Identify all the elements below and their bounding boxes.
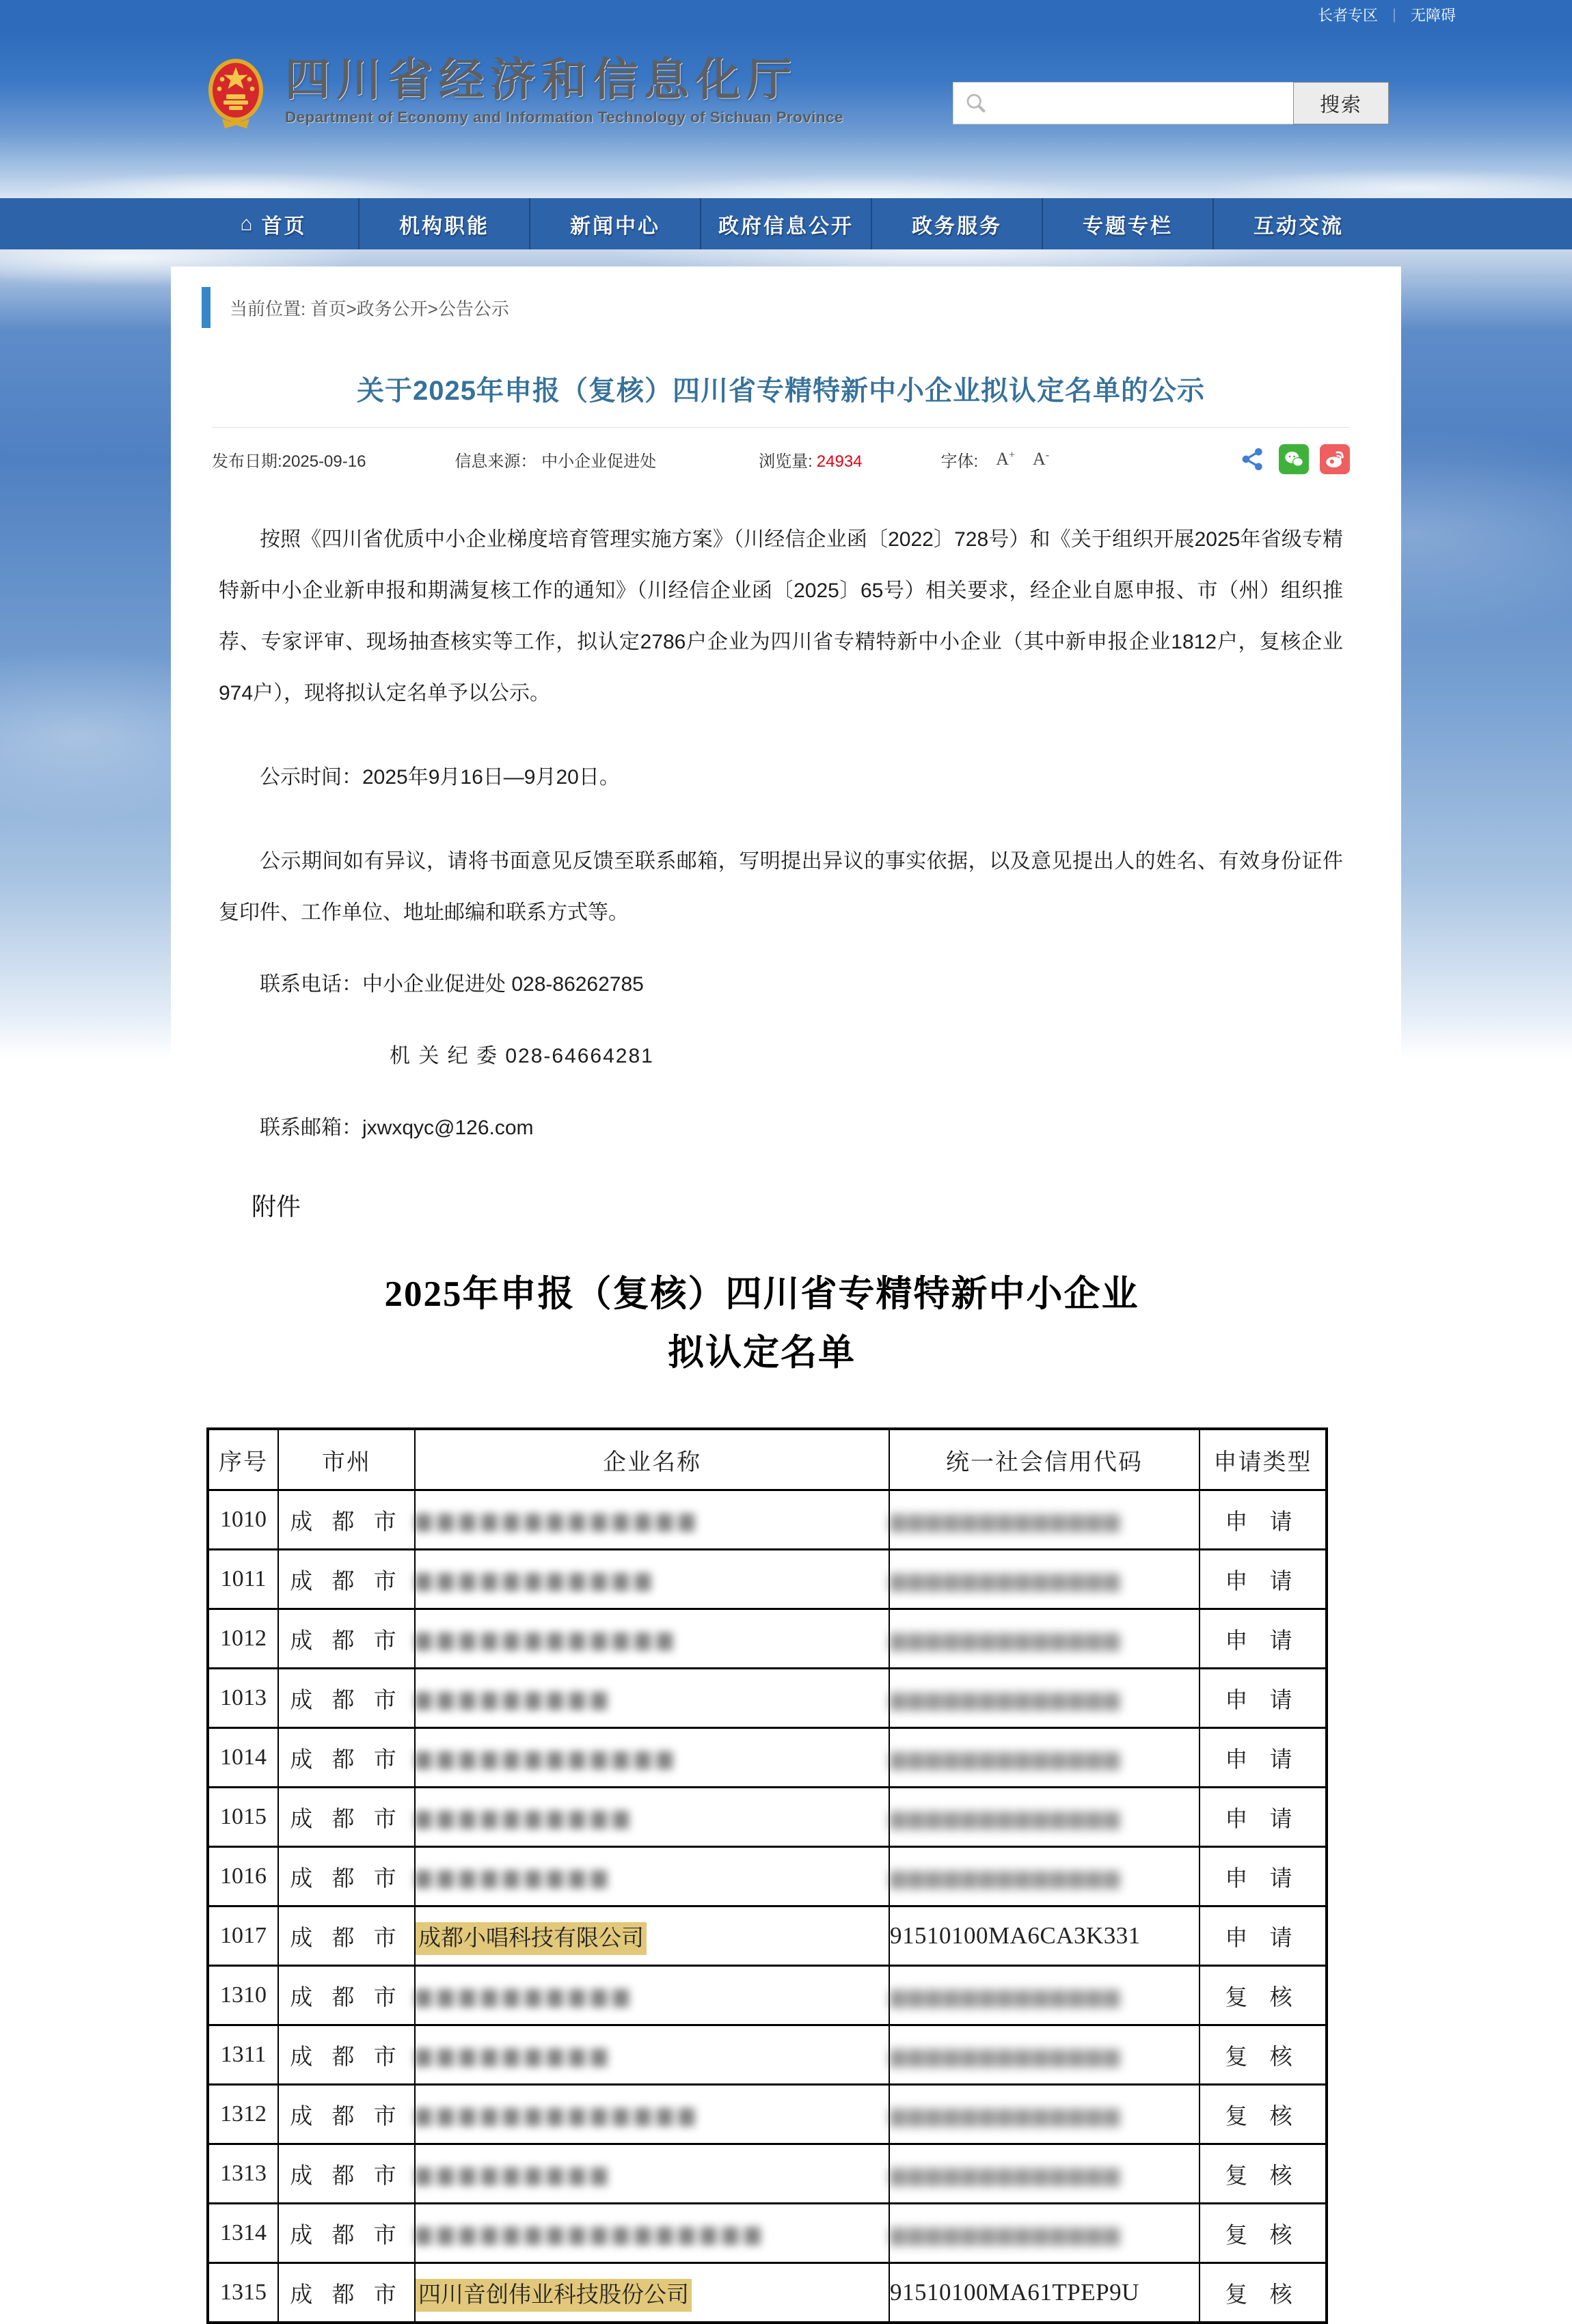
font-increase-button[interactable]: A+ bbox=[996, 449, 1016, 469]
table-row bbox=[208, 1728, 1327, 1788]
cell-apply-type: 申 请 bbox=[1200, 1669, 1327, 1728]
attachment-title-line1: 2025年申报（复核）四川省专精特新中小企业 bbox=[384, 1274, 1139, 1314]
cell-seq: 1314 bbox=[208, 2204, 278, 2263]
nav-item-news[interactable]: 新闻中心 bbox=[530, 198, 701, 249]
cell-city: 成 都 市 bbox=[278, 1669, 415, 1728]
cell-apply-type: 复 核 bbox=[1200, 2025, 1327, 2085]
col-header: 序号 bbox=[208, 1429, 278, 1490]
accessibility-link[interactable]: 无障碍 bbox=[1410, 6, 1456, 24]
view-count-number: 24934 bbox=[816, 452, 863, 471]
cell-credit-code bbox=[889, 1728, 1200, 1788]
blurred-company-name: ▆▆▆▆▆▆▆▆▆▆▆▆▆ bbox=[416, 1508, 701, 1531]
cell-apply-type: 申 请 bbox=[1200, 1490, 1327, 1550]
article-title: 关于2025年申报（复核）四川省专精特新中小企业拟认定名单的公示 bbox=[357, 376, 1205, 406]
table-row bbox=[208, 2204, 1327, 2263]
blurred-company-name: ▆▆▆▆▆▆▆▆▆ bbox=[416, 2162, 613, 2185]
topbar-separator: ｜ bbox=[1387, 8, 1401, 24]
blurred-company-name: ▆▆▆▆▆▆▆▆▆▆▆▆▆ bbox=[416, 2103, 701, 2126]
cell-city: 成 都 市 bbox=[278, 2204, 415, 2263]
highlighted-company-name: 成都小唱科技有限公司 bbox=[416, 1922, 647, 1955]
cell-city: 成 都 市 bbox=[278, 1490, 415, 1550]
blurred-credit-code: ▆▆▆▆▆▆▆▆▆▆▆▆▆ bbox=[890, 2223, 1122, 2245]
table-row bbox=[208, 2263, 1327, 2323]
cell-apply-type: 复 核 bbox=[1200, 2144, 1327, 2204]
cell-apply-type: 复 核 bbox=[1200, 2085, 1327, 2144]
main-nav-bar bbox=[0, 198, 1572, 249]
cell-seq: 1012 bbox=[208, 1609, 278, 1669]
blurred-company-name: ▆▆▆▆▆▆▆▆▆ bbox=[416, 1865, 613, 1888]
blurred-credit-code: ▆▆▆▆▆▆▆▆▆▆▆▆▆ bbox=[890, 1747, 1122, 1770]
main-nav bbox=[189, 198, 1383, 249]
cell-city: 成 都 市 bbox=[278, 1550, 415, 1609]
site-title: 四川省经济和信息化厅 bbox=[285, 54, 798, 105]
table-row bbox=[208, 1847, 1327, 1906]
cell-city: 成 都 市 bbox=[278, 1788, 415, 1847]
cell-seq: 1015 bbox=[208, 1788, 278, 1847]
attachment-title-line2: 拟认定名单 bbox=[668, 1333, 856, 1373]
cell-company-name bbox=[415, 1966, 889, 2025]
table-row bbox=[208, 1966, 1327, 2025]
article-meta bbox=[212, 427, 1350, 474]
table-row bbox=[208, 1906, 1327, 1966]
cell-city: 成 都 市 bbox=[278, 1906, 415, 1966]
blurred-credit-code: ▆▆▆▆▆▆▆▆▆▆▆▆▆ bbox=[890, 1985, 1122, 2008]
blurred-credit-code: ▆▆▆▆▆▆▆▆▆▆▆▆▆ bbox=[890, 2045, 1122, 2067]
cell-credit-code bbox=[889, 1609, 1200, 1669]
site-brand[interactable] bbox=[202, 56, 843, 133]
col-header: 市州 bbox=[278, 1429, 415, 1490]
paragraph-discipline-phone: 机 关 纪 委 028-64664281 bbox=[390, 1045, 654, 1067]
cell-company-name bbox=[415, 2204, 889, 2263]
table-row bbox=[208, 2085, 1327, 2144]
cell-city: 成 都 市 bbox=[278, 1847, 415, 1906]
blurred-credit-code: ▆▆▆▆▆▆▆▆▆▆▆▆▆ bbox=[890, 1807, 1122, 1829]
cell-credit-code bbox=[889, 2144, 1200, 2204]
cell-credit-code bbox=[889, 1788, 1200, 1847]
table-row bbox=[208, 1550, 1327, 1609]
site-header bbox=[0, 29, 1572, 198]
cell-company-name bbox=[415, 1669, 889, 1728]
sky-background bbox=[0, 249, 1572, 1139]
cell-company-name bbox=[415, 1609, 889, 1669]
cell-apply-type: 申 请 bbox=[1200, 1847, 1327, 1906]
blurred-credit-code: ▆▆▆▆▆▆▆▆▆▆▆▆▆ bbox=[890, 1569, 1122, 1591]
nav-item-topics[interactable]: 专题专栏 bbox=[1043, 198, 1214, 249]
cell-credit-code bbox=[889, 1966, 1200, 2025]
cell-apply-type: 申 请 bbox=[1200, 1609, 1327, 1669]
cell-seq: 1311 bbox=[208, 2025, 278, 2085]
nav-item-interaction[interactable]: 互动交流 bbox=[1253, 215, 1344, 238]
blurred-company-name: ▆▆▆▆▆▆▆▆▆ bbox=[416, 2043, 613, 2066]
cell-company-name bbox=[415, 2085, 889, 2144]
cell-city: 成 都 市 bbox=[278, 1966, 415, 2025]
paragraph-period: 公示时间：2025年9月16日—9月20日。 bbox=[260, 766, 620, 789]
blurred-credit-code: ▆▆▆▆▆▆▆▆▆▆▆▆▆ bbox=[890, 1688, 1122, 1710]
blurred-credit-code: ▆▆▆▆▆▆▆▆▆▆▆▆▆ bbox=[890, 1866, 1122, 1889]
cell-apply-type: 申 请 bbox=[1200, 1550, 1327, 1609]
cell-seq: 1313 bbox=[208, 2144, 278, 2204]
cell-company-name bbox=[415, 1788, 889, 1847]
attachment-title bbox=[206, 1265, 1317, 1382]
highlighted-company-name: 四川音创伟业科技股份公司 bbox=[416, 2279, 692, 2312]
cell-credit-code bbox=[889, 1847, 1200, 1906]
attachment-section bbox=[0, 1059, 1572, 2324]
breadcrumb-text[interactable]: 当前位置: 首页>政务公开>公告公示 bbox=[230, 298, 509, 319]
cell-seq: 1013 bbox=[208, 1669, 278, 1728]
table-body bbox=[208, 1490, 1327, 2323]
blurred-company-name: ▆▆▆▆▆▆▆▆▆▆▆▆ bbox=[416, 1627, 679, 1650]
article-card bbox=[171, 266, 1401, 1139]
blurred-credit-code: ▆▆▆▆▆▆▆▆▆▆▆▆▆ bbox=[890, 1509, 1122, 1532]
attachment-label: 附件 bbox=[252, 1192, 301, 1220]
view-count: 浏览量: 24934 bbox=[759, 452, 863, 471]
table-row bbox=[208, 2025, 1327, 2085]
cell-credit-code bbox=[889, 2204, 1200, 2263]
cell-city: 成 都 市 bbox=[278, 2085, 415, 2144]
home-icon: ⌂ bbox=[240, 212, 255, 235]
cell-seq: 1315 bbox=[208, 2263, 278, 2323]
cell-company-name bbox=[415, 1728, 889, 1788]
cell-company-name bbox=[415, 1550, 889, 1609]
cell-city: 成 都 市 bbox=[278, 1728, 415, 1788]
cell-seq: 1310 bbox=[208, 1966, 278, 2025]
cell-company-name bbox=[415, 2263, 889, 2323]
cell-credit-code bbox=[889, 1669, 1200, 1728]
share-buttons bbox=[1227, 444, 1350, 474]
paragraph-email: 联系邮箱：jxwxqyc@126.com bbox=[260, 1117, 534, 1139]
col-header: 企业名称 bbox=[415, 1429, 889, 1490]
cell-seq: 1011 bbox=[208, 1550, 278, 1609]
publish-date: 发布日期:2025-09-16 bbox=[212, 452, 366, 471]
blurred-company-name: ▆▆▆▆▆▆▆▆▆▆ bbox=[416, 1805, 635, 1829]
national-emblem-logo bbox=[202, 56, 270, 133]
nav-item-org[interactable]: 机构职能 bbox=[360, 198, 530, 249]
search-box bbox=[953, 82, 1389, 124]
cell-apply-type: 复 核 bbox=[1200, 2263, 1327, 2323]
cell-apply-type: 申 请 bbox=[1200, 1788, 1327, 1847]
cell-seq: 1312 bbox=[208, 2085, 278, 2144]
search-icon bbox=[964, 92, 988, 115]
search-button[interactable]: 搜索 bbox=[1293, 82, 1389, 124]
info-source: 信息来源： 中小企业促进处 bbox=[455, 452, 657, 471]
cell-credit-code bbox=[889, 2025, 1200, 2085]
cell-credit-code bbox=[889, 1550, 1200, 1609]
nav-item-home[interactable]: ⌂ 首页 bbox=[189, 198, 360, 249]
breadcrumb bbox=[202, 287, 1360, 328]
blurred-credit-code: ▆▆▆▆▆▆▆▆▆▆▆▆▆ bbox=[890, 1628, 1122, 1651]
cell-company-name bbox=[415, 1490, 889, 1550]
cell-credit-code: 91510100MA61TPEP9U bbox=[889, 2263, 1200, 2323]
cell-seq: 1010 bbox=[208, 1490, 278, 1550]
elder-zone-link[interactable]: 长者专区 bbox=[1317, 6, 1378, 24]
col-header: 统一社会信用代码 bbox=[889, 1429, 1200, 1490]
breadcrumb-accent-bar bbox=[202, 287, 211, 328]
topbar bbox=[0, 0, 1572, 29]
blurred-company-name: ▆▆▆▆▆▆▆▆▆▆▆▆ bbox=[416, 1746, 679, 1769]
cell-seq: 1017 bbox=[208, 1906, 278, 1966]
share-icon[interactable] bbox=[1238, 444, 1268, 474]
site-title-en: Department of Economy and Information Technology of Sichuan Province bbox=[285, 109, 843, 126]
cell-credit-code bbox=[889, 1490, 1200, 1550]
enterprise-table bbox=[206, 1427, 1328, 2324]
font-decrease-button[interactable]: A- bbox=[1033, 449, 1050, 469]
cell-city: 成 都 市 bbox=[278, 2025, 415, 2085]
cell-company-name bbox=[415, 1906, 889, 1966]
blurred-company-name: ▆▆▆▆▆▆▆▆▆▆▆ bbox=[416, 1568, 657, 1591]
cell-company-name bbox=[415, 1847, 889, 1906]
cell-credit-code: 91510100MA6CA3K331 bbox=[889, 1906, 1200, 1966]
cell-apply-type: 申 请 bbox=[1200, 1728, 1327, 1788]
search-input[interactable] bbox=[988, 92, 1291, 115]
cell-city: 成 都 市 bbox=[278, 2144, 415, 2204]
nav-item-services[interactable]: 政务服务 bbox=[872, 198, 1043, 249]
article-body bbox=[219, 514, 1343, 1153]
blurred-credit-code: ▆▆▆▆▆▆▆▆▆▆▆▆▆ bbox=[890, 2104, 1122, 2127]
col-header: 申请类型 bbox=[1200, 1429, 1327, 1490]
table-header-row bbox=[208, 1429, 1327, 1490]
paragraph-objection: 公示期间如有异议，请将书面意见反馈至联系邮箱，写明提出异议的事实依据，以及意见提出人的姓名、有效身份证件复印件、工作单位、地址邮编和联系方式等。 bbox=[219, 850, 1343, 924]
cell-seq: 1016 bbox=[208, 1847, 278, 1906]
paragraph-phone: 联系电话：中小企业促进处 028-86262785 bbox=[260, 973, 644, 996]
paragraph-basis: 按照《四川省优质中小企业梯度培育管理实施方案》（川经信企业函〔2022〕728号）和《关于组织开展2025年省级专精特新中小企业新申报和期满复核工作的通知》（川经信企业函〔2025〕65号）相关要求，经企业自愿申报、市（州）组织推荐、专家评审、现场抽查核实等工作，拟认定2786户企业为四川省专精特新中小企业（其中新申报企业1812户，复核企业974户），现将拟认定名单予以公示。 bbox=[219, 528, 1343, 705]
cell-city: 成 都 市 bbox=[278, 1609, 415, 1669]
table-row bbox=[208, 1490, 1327, 1550]
table-row bbox=[208, 2144, 1327, 2204]
cell-apply-type: 申 请 bbox=[1200, 1906, 1327, 1966]
blurred-company-name: ▆▆▆▆▆▆▆▆▆▆ bbox=[416, 1984, 635, 2007]
blurred-company-name: ▆▆▆▆▆▆▆▆▆▆▆▆▆▆▆▆ bbox=[416, 2222, 767, 2245]
cell-apply-type: 复 核 bbox=[1200, 2204, 1327, 2263]
font-size-control: 字体: A+ A- bbox=[940, 449, 1050, 471]
cell-company-name bbox=[415, 2025, 889, 2085]
cell-apply-type: 复 核 bbox=[1200, 1966, 1327, 2025]
cell-city: 成 都 市 bbox=[278, 2263, 415, 2323]
table-row bbox=[208, 1609, 1327, 1669]
blurred-company-name: ▆▆▆▆▆▆▆▆▆ bbox=[416, 1686, 613, 1710]
weibo-share-icon[interactable] bbox=[1320, 444, 1350, 474]
nav-item-gov-info[interactable]: 政府信息公开 bbox=[701, 198, 872, 249]
cell-seq: 1014 bbox=[208, 1728, 278, 1788]
table-row bbox=[208, 1669, 1327, 1728]
blurred-credit-code: ▆▆▆▆▆▆▆▆▆▆▆▆▆ bbox=[890, 2163, 1122, 2186]
table-row bbox=[208, 1788, 1327, 1847]
cell-company-name bbox=[415, 2144, 889, 2204]
wechat-share-icon[interactable] bbox=[1279, 444, 1309, 474]
cell-credit-code bbox=[889, 2085, 1200, 2144]
